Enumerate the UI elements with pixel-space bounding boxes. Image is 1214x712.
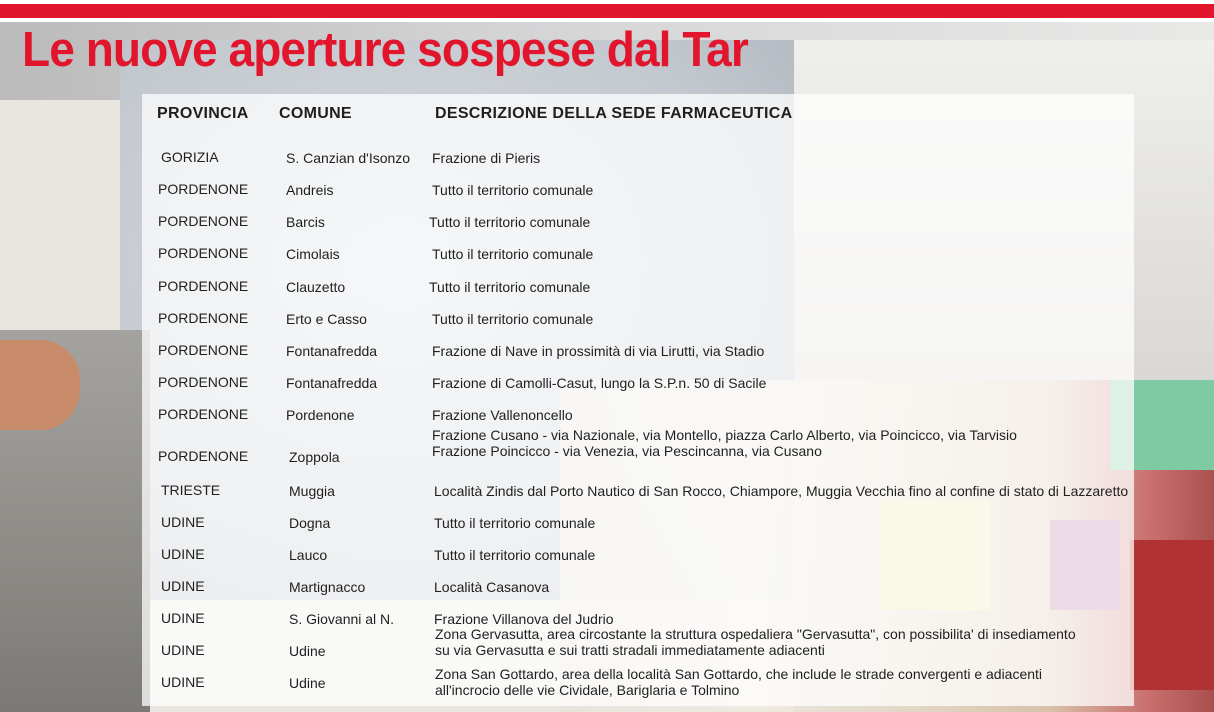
cell-provincia: PORDENONE: [158, 448, 249, 464]
cell-descrizione: all'incrocio delle vie Cividale, Bariglaria e Tolmino: [435, 682, 740, 698]
cell-descrizione: Frazione Cusano - via Nazionale, via Montello, piazza Carlo Alberto, via Poincicco, via Tarvisio: [432, 427, 1017, 443]
header-provincia: PROVINCIA: [157, 105, 249, 122]
cell-provincia: PORDENONE: [158, 342, 249, 358]
cell-provincia: PORDENONE: [158, 213, 249, 229]
cell-provincia: TRIESTE: [161, 482, 221, 498]
cell-descrizione: su via Gervasutta e sui tratti stradali immediatamente adiacenti: [435, 642, 825, 658]
cell-descrizione: Zona San Gottardo, area della località San Gottardo, che include le strade convergenti e adiacenti: [435, 666, 1043, 682]
cell-comune: Zoppola: [289, 449, 340, 465]
cell-descrizione: Località Casanova: [434, 579, 550, 595]
cell-comune: Andreis: [286, 182, 334, 198]
cell-provincia: UDINE: [161, 642, 205, 658]
cell-provincia: PORDENONE: [158, 406, 249, 422]
cell-provincia: PORDENONE: [158, 278, 249, 294]
cell-descrizione: Frazione Poincicco - via Venezia, via Pescincanna, via Cusano: [432, 443, 822, 459]
top-red-rule: [0, 0, 1214, 22]
cell-descrizione: Frazione di Nave in prossimità di via Lirutti, via Stadio: [432, 343, 765, 359]
header-descrizione: DESCRIZIONE DELLA SEDE FARMACEUTICA: [435, 105, 793, 122]
cell-comune: S. Giovanni al N.: [289, 611, 395, 627]
cell-descrizione: Tutto il territorio comunale: [434, 515, 596, 531]
cell-comune: Pordenone: [286, 407, 355, 423]
cell-comune: Udine: [289, 643, 326, 659]
cell-provincia: UDINE: [161, 674, 205, 690]
cell-comune: Udine: [289, 675, 326, 691]
cell-provincia: UDINE: [161, 546, 205, 562]
cell-provincia: PORDENONE: [158, 310, 249, 326]
cell-comune: Fontanafredda: [286, 343, 378, 359]
cell-provincia: UDINE: [161, 610, 205, 626]
cell-comune: Cimolais: [286, 246, 340, 262]
cell-comune: Martignacco: [289, 579, 366, 595]
cell-descrizione: Località Zindis dal Porto Nautico di San Rocco, Chiampore, Muggia Vecchia fino al confine di stato di Lazzaretto: [434, 483, 1129, 499]
header-comune: COMUNE: [279, 105, 352, 122]
cell-comune: S. Canzian d'Isonzo: [286, 150, 411, 166]
cell-provincia: UDINE: [161, 578, 205, 594]
cell-comune: Lauco: [289, 547, 328, 563]
cell-provincia: GORIZIA: [161, 149, 219, 165]
cell-descrizione: Tutto il territorio comunale: [429, 214, 591, 230]
cell-comune: Fontanafredda: [286, 375, 378, 391]
cell-comune: Dogna: [289, 515, 331, 531]
cell-descrizione: Tutto il territorio comunale: [429, 279, 591, 295]
cell-comune: Clauzetto: [286, 279, 346, 295]
cell-provincia: PORDENONE: [158, 245, 249, 261]
cell-comune: Erto e Casso: [286, 311, 367, 327]
cell-descrizione: Frazione Vallenoncello: [432, 407, 573, 423]
cell-descrizione: Tutto il territorio comunale: [432, 246, 594, 262]
cell-provincia: PORDENONE: [158, 374, 249, 390]
cell-provincia: UDINE: [161, 514, 205, 530]
cell-descrizione: Tutto il territorio comunale: [432, 311, 594, 327]
cell-descrizione: Tutto il territorio comunale: [434, 547, 596, 563]
cell-descrizione: Frazione di Pieris: [432, 150, 541, 166]
cell-comune: Barcis: [286, 214, 325, 230]
cell-provincia: PORDENONE: [158, 181, 249, 197]
cell-comune: Muggia: [289, 483, 335, 499]
headline: Le nuove aperture sospese dal Tar: [22, 23, 748, 77]
cell-descrizione: Zona Gervasutta, area circostante la struttura ospedaliera "Gervasutta", con possibilita' di insediamento: [435, 626, 1076, 642]
cell-descrizione: Frazione Villanova del Judrio: [434, 611, 614, 627]
cell-descrizione: Tutto il territorio comunale: [432, 182, 594, 198]
cell-descrizione: Frazione di Camolli-Casut, lungo la S.P.n. 50 di Sacile: [432, 375, 767, 391]
